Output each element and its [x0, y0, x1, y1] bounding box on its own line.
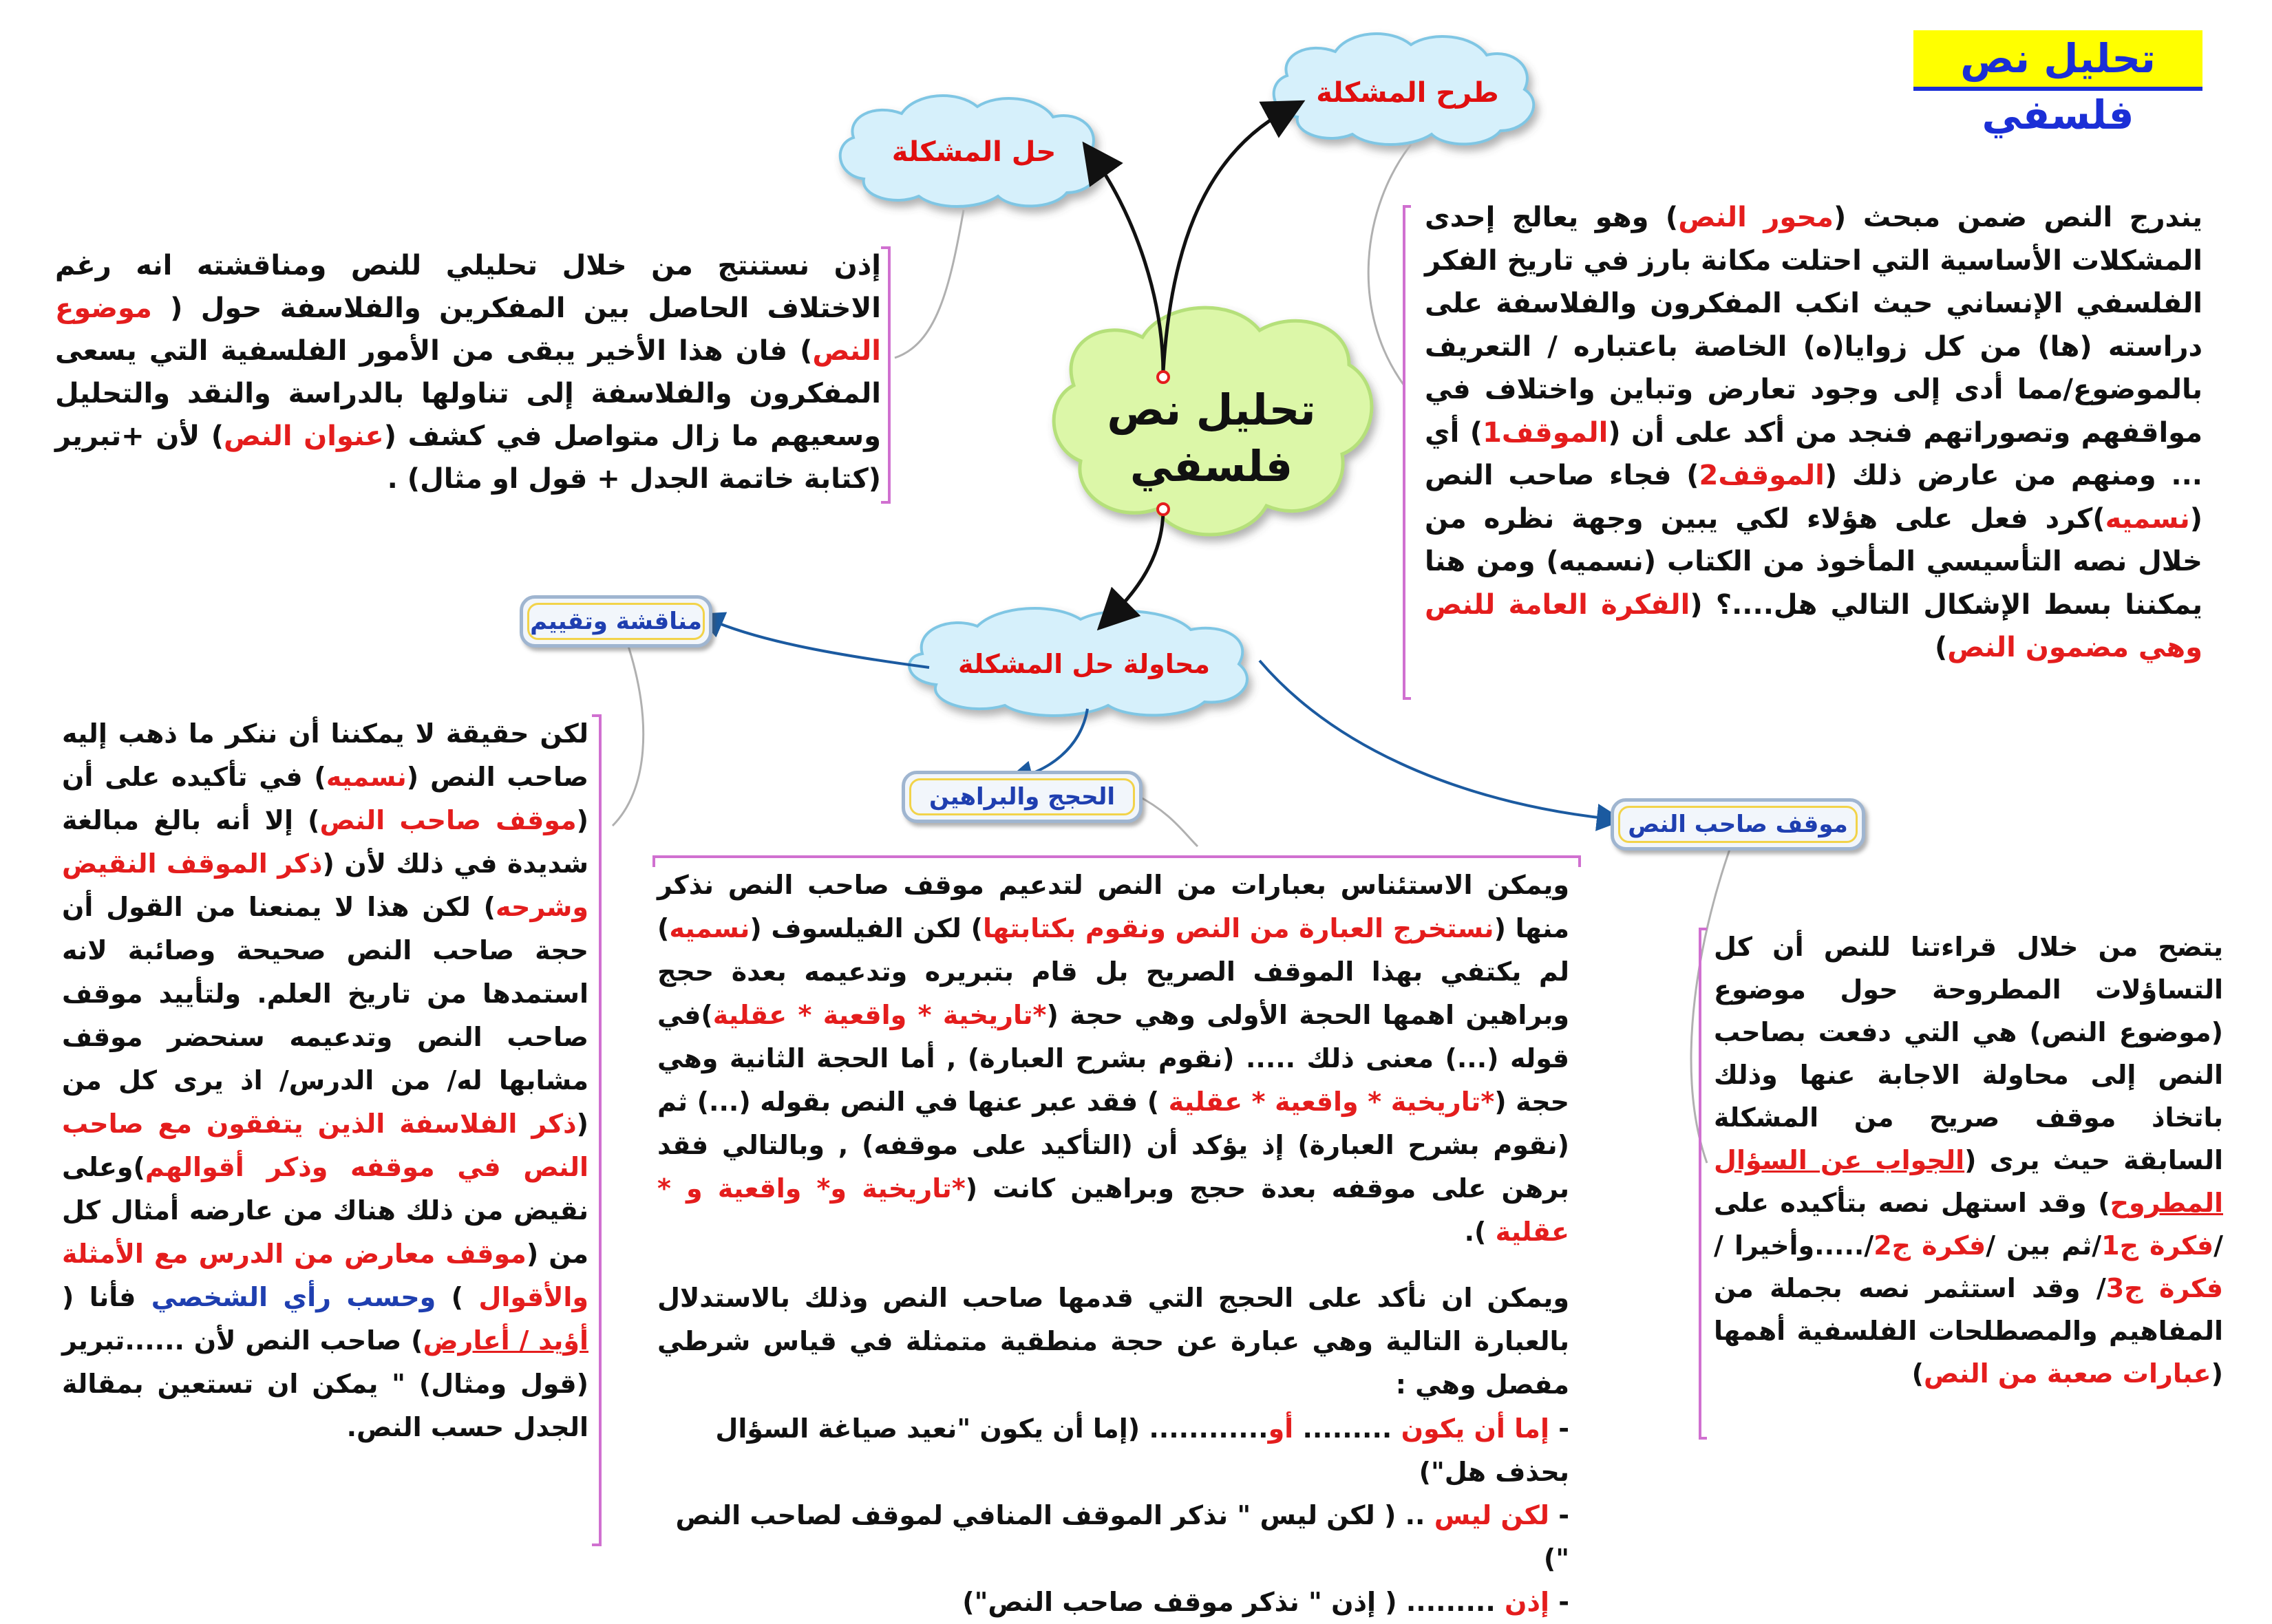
- text-discussion-run: أؤيد / أعارض: [423, 1325, 589, 1356]
- logic-line-run: -: [1549, 1413, 1569, 1444]
- text-arguments-run: *تاريخية * واقعية * عقلية: [712, 1000, 1047, 1030]
- text-author-position: [1714, 926, 2223, 1395]
- text-problem_statement-run: نسميه: [2105, 502, 2190, 535]
- text-discussion-run: موقف صاحب النص: [319, 805, 577, 835]
- text-problem_solution-run: إذن نستنتج من خلال تحليلي للنص ومناقشته انه رغم الاختلاف الحاصل بين المفكرين والفلاسفة حول (: [55, 250, 881, 324]
- text-logic-lines: [647, 1407, 1569, 1624]
- text-discussion-run: فأنا (: [62, 1282, 151, 1312]
- callout-discussion: [613, 640, 644, 826]
- text-arguments-run: ) لم يكتفي بهذا الموقف الصريح بل قام بتبريره وتدعيمه بعدة حجج وبراهين اهمها الحجة الأولى وهي حجة (: [657, 913, 1569, 1030]
- text-problem_statement-run: ) أي ... ومنهم من عارض ذلك (: [1425, 416, 2202, 491]
- text-author_position-run: فكرة ج2: [1873, 1230, 1986, 1261]
- text-author_position-run: ): [1911, 1358, 1924, 1389]
- logic-line-run: ............ (إما أن يكون "نعيد صياغة السؤال بحذف هل"): [715, 1413, 1569, 1487]
- text-author_position-run: عبارات صعبة من النص: [1924, 1358, 2211, 1389]
- logic-line-run: ......... ( إذن " نذكر موقف صاحب النص"): [962, 1587, 1505, 1617]
- edge-solution-to-author-position: [1260, 661, 1611, 819]
- logic-line-run: أو: [1268, 1413, 1294, 1444]
- node-author-position-label: موقف صاحب النص: [1628, 811, 1848, 838]
- text-problem_statement-run: ) فجاء صاحب النص (: [1425, 460, 2202, 535]
- text-arguments-run: ) فقد عبر عنها في النص بقوله (...) ثم (نقوم بشرح العبارة) إذ يؤكد أن (التأكيد على موقفه) , وبالتالي فقد برهن على موقفه بعدة حجج وبراهين كانت (: [657, 1087, 1569, 1204]
- callout-arguments: [1136, 795, 1198, 846]
- text-problem_solution-run: ) فان هذا الأخير يبقى من الأمور الفلسفية التي يسعى المفكرون والفلاسفة إلى تناولها بالدراسة والنقد والتحليل وسعيهم ما زال متواصل في كشف (: [55, 335, 882, 452]
- text-discussion-run: ) في تأكيده على أن (: [62, 762, 588, 835]
- text-discussion-run: ) إلا أنه بالغ مبالغة شديدة في ذلك لأن (: [62, 805, 588, 879]
- text-problem_statement-run: ): [1934, 632, 1948, 663]
- bracket-author-position: [1700, 929, 1707, 1438]
- logic-line-2: [647, 1494, 1569, 1581]
- text-author_position-run: / وقد استثمر نصه بجملة من المفاهيم والمصطلحات الفلسفية أهمها (: [1714, 1273, 2223, 1389]
- text-author_position-run: /ثم بين /: [1986, 1230, 2102, 1261]
- node-solution-attempt-label: محاولة حل المشكلة: [958, 649, 1210, 679]
- text-arguments-run: *تاريخية * واقعية * عقلية: [1168, 1087, 1495, 1117]
- text-problem_statement-run: الموقف2: [1699, 460, 1825, 491]
- node-problem-statement-label: طرح المشكلة: [1316, 77, 1499, 109]
- text-discussion: [62, 712, 588, 1449]
- text-author_position-run: ) وقد استهل نصه بتأكيده على /: [1714, 1188, 2223, 1261]
- text-arguments-run: ) لكن الفيلسوف (: [750, 913, 983, 943]
- text-discussion-run: نسميه: [326, 762, 407, 792]
- bracket-problem-solution: [881, 248, 889, 502]
- logic-line-run: .........: [1293, 1413, 1401, 1444]
- text-author_position-run: الجواب عن السؤال المطروح: [1714, 1145, 2223, 1218]
- text-discussion-run: ): [436, 1282, 479, 1312]
- text-problem_statement-run: يندرج النص ضمن مبحث (: [1834, 202, 2202, 233]
- text-author_position-run: فكرة ج1: [2101, 1230, 2214, 1261]
- logic-line-run: إما أن يكون: [1401, 1413, 1549, 1444]
- text-discussion-run: وحسب رأي الشخصي: [151, 1282, 436, 1312]
- text-problem-statement: [1425, 196, 2202, 670]
- logic-line-run: إذن: [1505, 1587, 1549, 1617]
- center-node-label: [1081, 382, 1342, 495]
- text-arguments-run: )في قوله (...) معنى ذلك ..... (نقوم بشرح العبارة) , أما الحجة الثانية وهي حجة (: [657, 1000, 1569, 1117]
- text-arguments-logic: [657, 1276, 1569, 1407]
- logic-line-run: لكن ليس: [1434, 1500, 1549, 1530]
- text-discussion-run: ذكر الفلاسفة الذين يتفقون مع صاحب النص في موقفه وذكر أقوالهم: [62, 1109, 588, 1182]
- text-problem_solution-run: ) لأن +تبرير (كتابة خاتمة الجدل + قول او مثال) .: [55, 420, 881, 495]
- text-arguments-run: ).: [1464, 1217, 1496, 1247]
- text-problem_statement-run: )كرد فعل على هؤلاء لكي يبين وجهة نظره من خلال نصه التأسيسي المأخوذ من الكتاب (نسميه) ومن هنا يمكننا بسط الإشكال التالي هل....؟ (: [1425, 502, 2203, 621]
- text-arguments_logic-run: ويمكن ان نأكد على الحجج التي قدمها صاحب النص وذلك بالاستدلال بالعبارة التالية وهي عبارة عن حجة منطقية متمثلة في قياس شرطي مفصل وهي :: [657, 1283, 1569, 1400]
- node-arguments: [902, 771, 1143, 823]
- logic-line-run: -: [1549, 1587, 1569, 1617]
- center-connector-dot-top: [1158, 372, 1169, 383]
- page-title: تحليل نص فلسفي: [1913, 30, 2202, 91]
- text-author_position-run: /.....وأخيرا /: [1714, 1230, 1874, 1261]
- text-problem_solution-run: عنوان النص: [223, 420, 384, 452]
- text-problem_statement-run: الموقف1: [1483, 416, 1609, 449]
- center-node-line2: فلسفي: [1129, 441, 1293, 491]
- bracket-problem-statement: [1404, 206, 1411, 698]
- text-discussion-run: ) لكن هذا لا يمنعنا من القول أن حجة صاحب النص صحيحة وصائبة لانه استمدها من تاريخ العلم. ولتأييد موقف صاحب النص وتدعيمه سنحضر موقف مشابها له/ من الدرس/ اذ يرى كل من (: [62, 892, 588, 1139]
- text-discussion-run: ) صاحب النص لأن ......تبرير (قول ومثال) " يمكن ان تستعين بمقالة الجدل حسب النص.: [62, 1325, 588, 1442]
- text-problem_solution-run: موضوع النص: [55, 292, 881, 367]
- logic-line-1: [647, 1407, 1569, 1494]
- text-problem_statement-run: محور النص: [1678, 202, 1834, 233]
- text-arguments-run: نسميه: [669, 913, 750, 943]
- text-problem_statement-run: الفكرة العامة للنص وهي مضمون النص: [1425, 588, 2202, 663]
- text-problem-solution: [55, 244, 881, 500]
- node-discussion: [520, 595, 712, 648]
- text-author_position-run: فكرة ج3: [2105, 1273, 2224, 1303]
- logic-line-run: -: [1549, 1500, 1569, 1530]
- text-arguments-run: نستخرج العبارة من النص ونقوم بكتابتها: [982, 913, 1494, 943]
- node-discussion-label: مناقشة وتقييم: [530, 608, 702, 635]
- edge-solution-to-arguments: [1019, 709, 1087, 778]
- logic-line-3: [647, 1581, 1569, 1624]
- text-discussion-run: )وعلى نقيض من ذلك هناك من عارضه أمثال كل من (: [62, 1152, 588, 1269]
- edge-center-to-solution-attempt: [1112, 509, 1163, 616]
- node-author-position: [1611, 798, 1865, 851]
- center-node-line1: تحليل نص: [1107, 385, 1316, 435]
- node-arguments-label: الحجج والبراهين: [928, 783, 1116, 811]
- text-arguments-run: ويمكن الاستئناس بعبارات من النص لتدعيم موقف صاحب النص نذكر منها (: [657, 870, 1569, 943]
- text-discussion-run: ذكر الموقف النقيض وشرحه: [62, 848, 588, 922]
- text-discussion-run: موقف معارض من الدرس مع الأمثلة والأقوال: [62, 1239, 589, 1312]
- text-author_position-run: يتضح من خلال قراءتنا للنص أن كل التساؤلات المطروحة حول موضوع (موضوع النص) هي التي دفعت بصاحب النص إلى محاولة الاجابة عنها وذلك باتخاذ موقف صريح من المشكلة السابقة حيث يرى (: [1714, 932, 2223, 1175]
- callout-problem-solution: [895, 210, 964, 358]
- text-arguments-run: *تاريخية و* واقعية و * عقلية: [657, 1173, 1569, 1247]
- text-problem_statement-run: ) وهو يعالج إحدى المشكلات الأساسية التي احتلت مكانة بارز في تاريخ الفكر الفلسفي الإنساني حيث انكب المفكرون والفلاسفة على دراسته (ها) من كل زوايا(ه) الخاصة باعتباره / التعريف بالموضوع/مما أدى إلى وجود تعارض وتباين واختلاف في مواقفهم وتصوراتهم فنجد من أكد على أن (: [1425, 202, 2202, 449]
- logic-line-run: .. ( لكن ليس " نذكر الموقف المنافي لموقف لصاحب النص "): [675, 1500, 1569, 1574]
- text-discussion-run: لكن حقيقة لا يمكننا أن ننكر ما ذهب إليه صاحب النص (: [62, 718, 588, 792]
- edge-solution-to-discussion: [709, 619, 929, 667]
- center-connector-dot-bottom: [1158, 504, 1169, 515]
- text-arguments: [657, 864, 1569, 1254]
- node-problem-solution-label: حل المشكلة: [891, 136, 1057, 168]
- bracket-discussion: [592, 716, 600, 1545]
